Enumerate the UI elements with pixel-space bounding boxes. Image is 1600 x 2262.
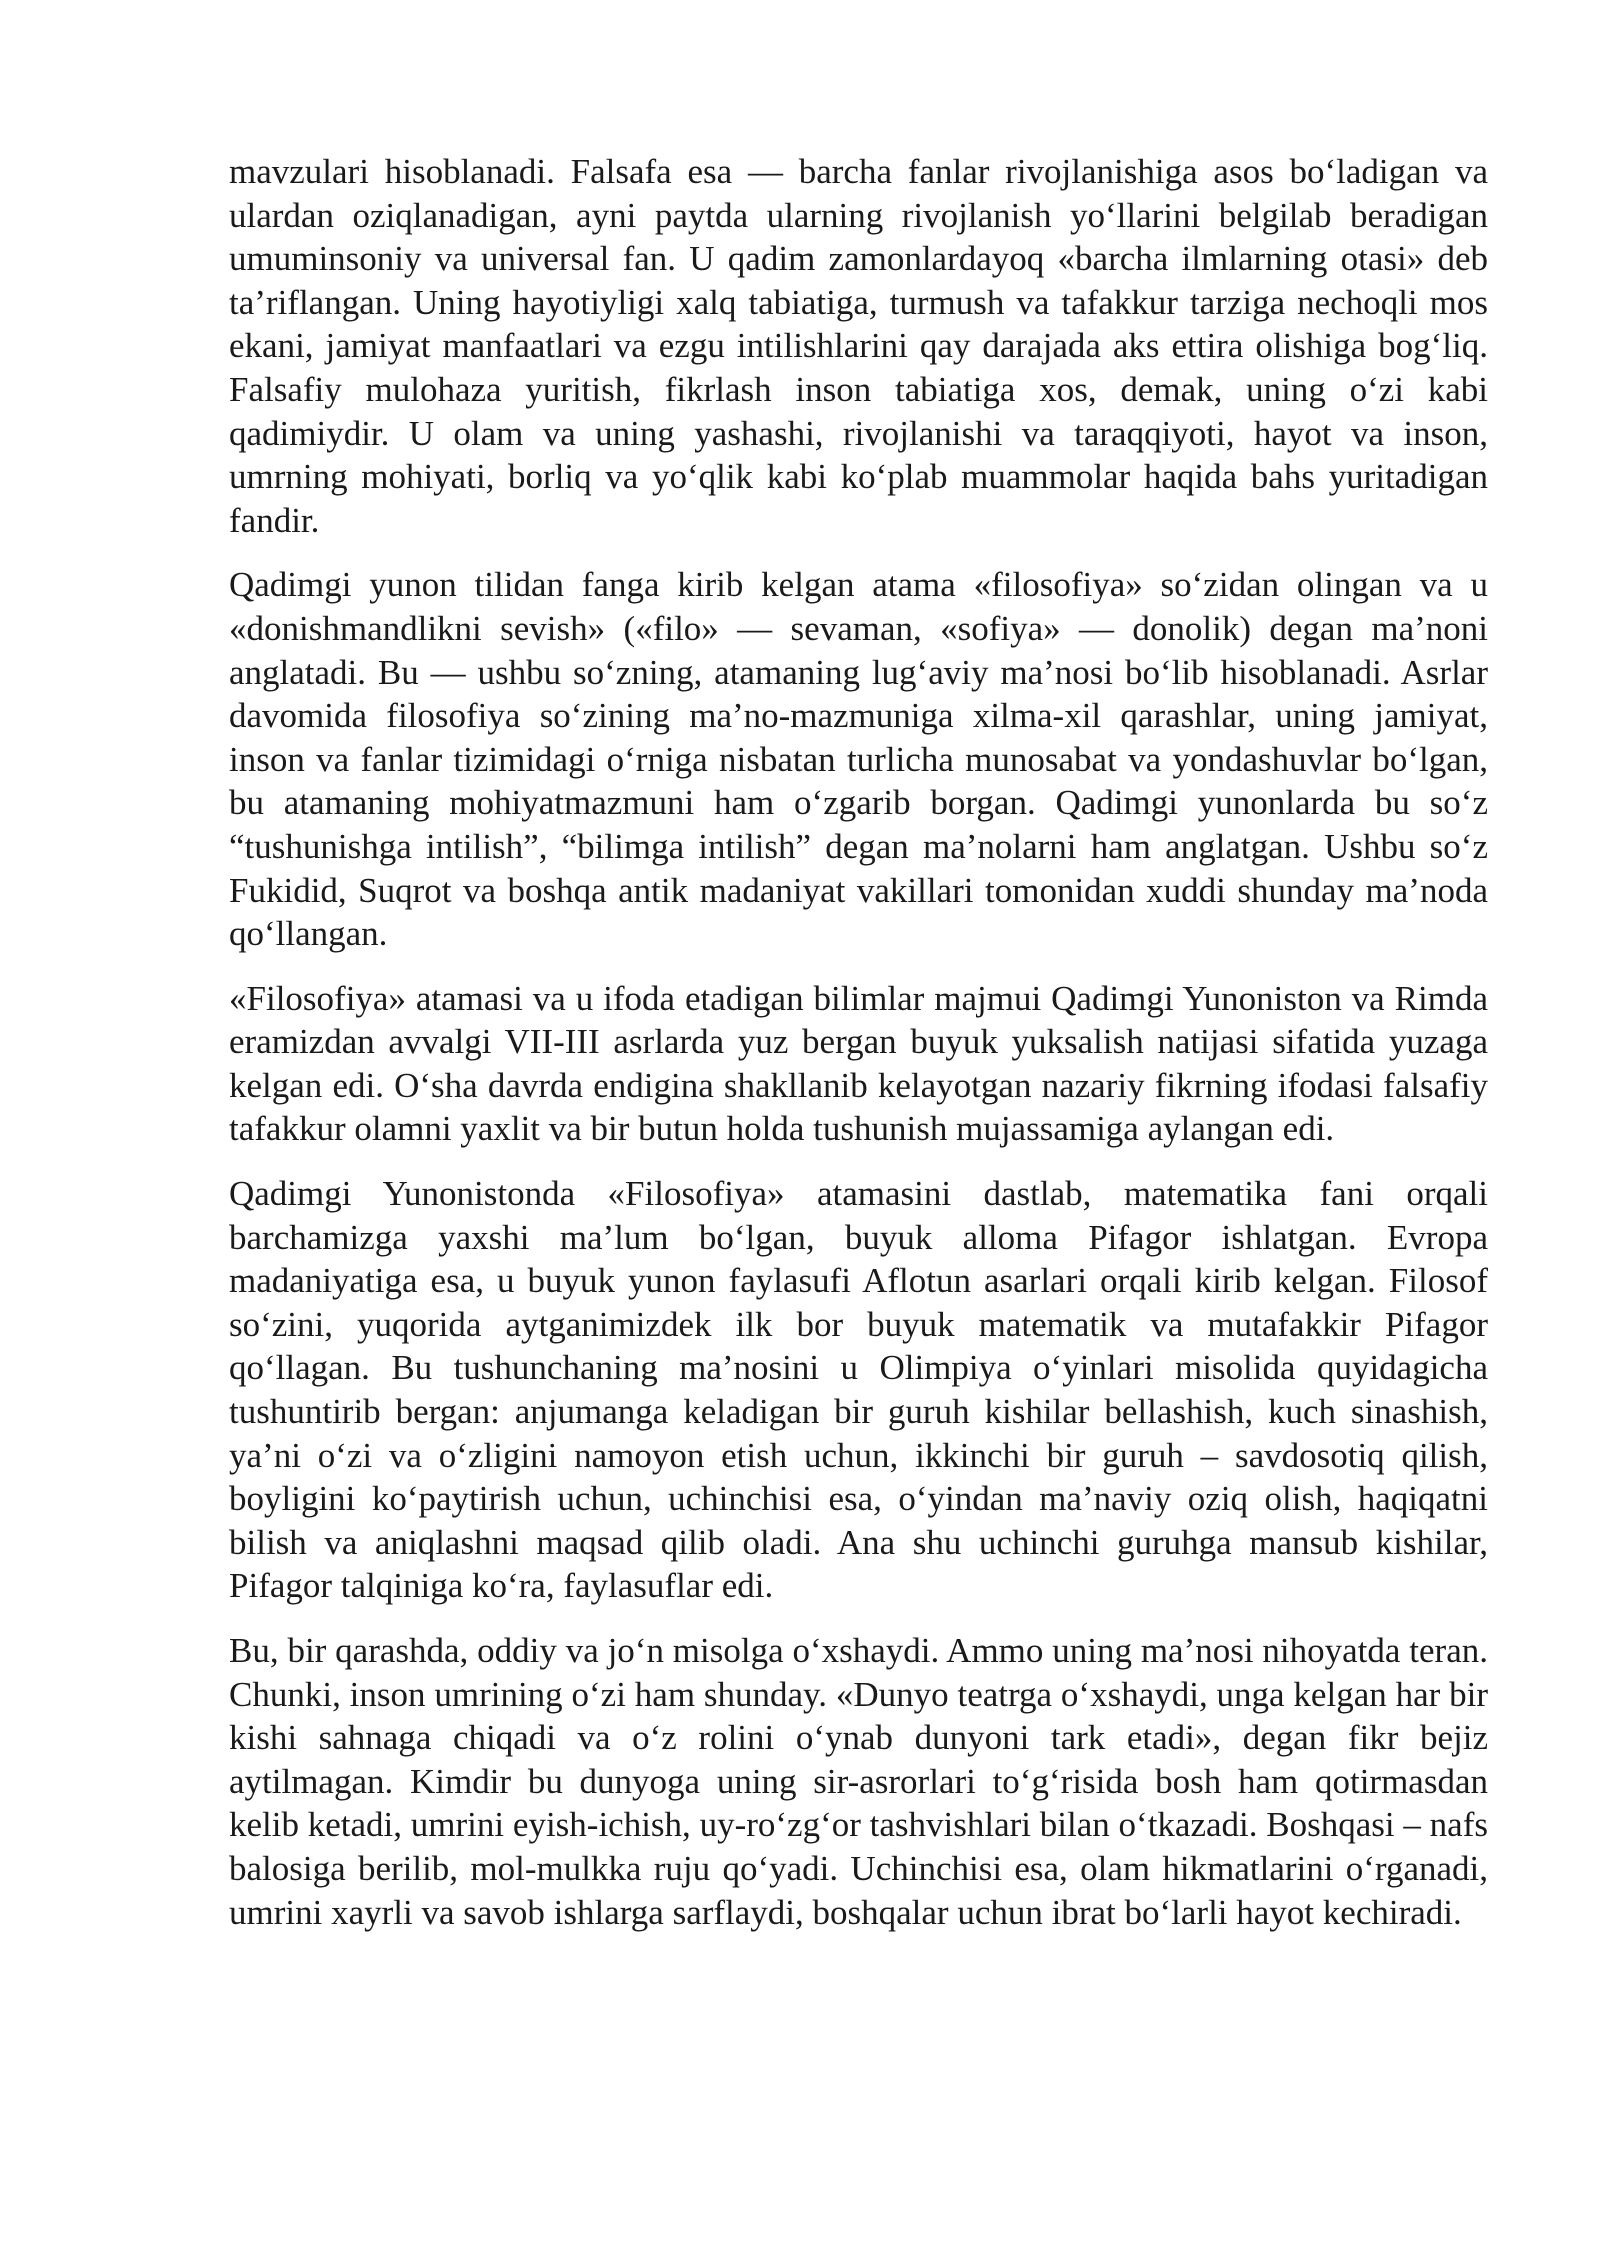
document-page [229, 150, 1488, 1955]
paragraph-2: Qadimgi yunon tilidan fanga kirib kelgan atama «filosofiya» so‘zidan olingan va u «donishmandlikni sevish» («filo» — sevaman, «sofiya» — donolik) degan ma’noni anglatadi. Bu — ushbu so‘zning, atamaning lug‘aviy ma’nosi bo‘lib hisoblanadi. Asrlar davomida filosofiya so‘zining ma’no-mazmuniga xilma-xil qarashlar, uning jamiyat, inson va fanlar tizimidagi o‘rniga nisbatan turlicha munosabat va yondashuvlar bo‘lgan, bu atamaning mohiyatmazmuni ham o‘zgarib borgan. Qadimgi yunonlarda bu so‘z “tushunishga intilish”, “bilimga intilish” degan ma’nolarni ham anglatgan. Ushbu so‘z Fukidid, Suqrot va boshqa antik madaniyat vakillari tomonidan xuddi shunday ma’noda qo‘llangan. [229, 565, 1488, 954]
paragraph-1: mavzulari hisoblanadi. Falsafa esa — barcha fanlar rivojlanishiga asos bo‘ladigan va ulardan oziqlanadigan, ayni paytda ularning rivojlanish yo‘llarini belgilab beradigan umuminsoniy va universal fan. U qadim zamonlardayoq «barcha ilmlarning otasi» deb ta’riflangan. Uning hayotiyligi xalq tabiatiga, turmush va tafakkur tarziga nechoqli mos ekani, jamiyat manfaatlari va ezgu intilishlarini qay darajada aks ettira olishiga bog‘liq. Falsafiy mulohaza yuritish, fikrlash inson tabiatiga xos, demak, uning o‘zi kabi qadimiydir. U olam va uning yashashi, rivojlanishi va taraqqiyoti, hayot va inson, umrning mohiyati, borliq va yo‘qlik kabi ko‘plab muammolar haqida bahs yuritadigan fandir. [229, 152, 1488, 540]
paragraph-3: «Filosofiya» atamasi va u ifoda etadigan bilimlar majmui Qadimgi Yunoniston va Rimda eramizdan avvalgi VII-III asrlarda yuz bergan buyuk yuksalish natijasi sifatida yuzaga kelgan edi. O‘sha davrda endigina shakllanib kelayotgan nazariy fikrning ifodasi falsafiy tafakkur olamni yaxlit va bir butun holda tushunish mujassamiga aylangan edi. [229, 978, 1488, 1149]
paragraph-5: Bu, bir qarashda, oddiy va jo‘n misolga o‘xshaydi. Ammo uning ma’nosi nihoyatda teran. Chunki, inson umrining o‘zi ham shunday. «Dunyo teatrga o‘xshaydi, unga kelgan har bir kishi sahnaga chiqadi va o‘z rolini o‘ynab dunyoni tark etadi», degan fikr bejiz aytilmagan. Kimdir bu dunyoga uning sir-asrorlari to‘g‘risida bosh ham qotirmasdan kelib ketadi, umrini eyish-ichish, uy-ro‘zg‘or tashvishlari bilan o‘tkazadi. Boshqasi – nafs balosiga berilib, mol-mulkka ruju qo‘yadi. Uchinchisi esa, olam hikmatlarini o‘rganadi, umrini xayrli va savob ishlarga sarflaydi, boshqalar uchun ibrat bo‘larli hayot kechiradi. [229, 1631, 1488, 1932]
paragraph-4: Qadimgi Yunonistonda «Filosofiya» atamasini dastlab, matematika fani orqali barchamizga yaxshi ma’lum bo‘lgan, buyuk alloma Pifagor ishlatgan. Evropa madaniyatiga esa, u buyuk yunon faylasufi Aflotun asarlari orqali kirib kelgan. Filosof so‘zini, yuqorida aytganimizdek ilk bor buyuk matematik va mutafakkir Pifagor qo‘llagan. Bu tushunchaning ma’nosini u Olimpiya o‘yinlari misolida quyidagicha tushuntirib bergan: anjumanga keladigan bir guruh kishilar bellashish, kuch sinashish, ya’ni o‘zi va o‘zligini namoyon etish uchun, ikkinchi bir guruh – savdosotiq qilish, boyligini ko‘paytirish uchun, uchinchisi esa, o‘yindan ma’naviy oziq olish, haqiqatni bilish va aniqlashni maqsad qilib oladi. Ana shu uchinchi guruhga mansub kishilar, Pifagor talqiniga ko‘ra, faylasuflar edi. [229, 1174, 1488, 1606]
